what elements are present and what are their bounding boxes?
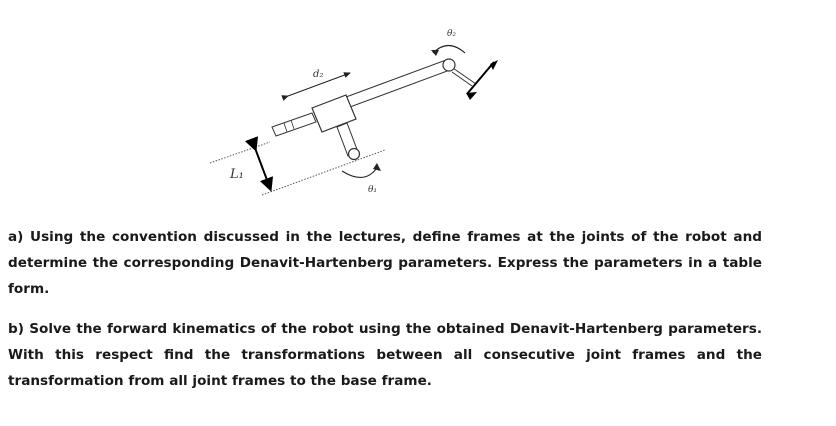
theta2-rotation-arrow xyxy=(431,46,465,57)
base-joint xyxy=(349,149,360,160)
question-b: b) Solve the forward kinematics of the robot using the obtained Denavit-Hartenberg parameters. With this respect find the transformations between all consecutive joint frames and the transformation from all joint frames to the base frame. xyxy=(8,321,762,389)
prismatic-sleeve xyxy=(272,113,316,136)
d2-label: d₂ xyxy=(313,69,324,80)
theta1-rotation-arrow xyxy=(342,163,381,177)
question-a: a) Using the convention discussed in the lectures, define frames at the joints of the robot and determine the corresponding Denavit-Hartenberg parameters. Express the parameters in a table form. xyxy=(8,229,762,297)
main-link xyxy=(346,60,450,107)
theta1-label: θ₁ xyxy=(368,185,378,195)
l1-dimension-arrow xyxy=(255,148,270,188)
theta2-label: θ₂ xyxy=(447,29,457,39)
l1-label: L₁ xyxy=(230,167,244,182)
top-joint xyxy=(443,59,476,86)
